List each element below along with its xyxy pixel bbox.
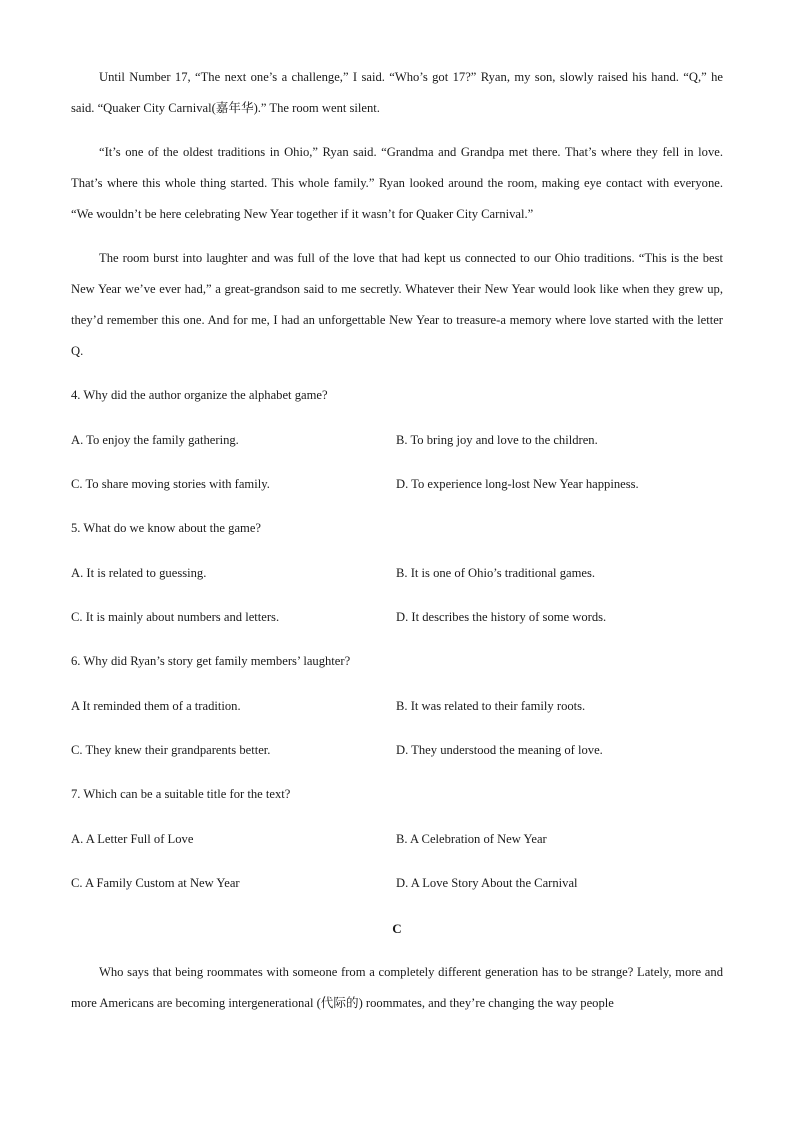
option-c: C. It is mainly about numbers and letters. (71, 610, 280, 624)
option-row (71, 602, 723, 633)
document-page (71, 62, 723, 1019)
question-6 (71, 646, 723, 766)
question-stem: 5. What do we know about the game? (71, 521, 262, 535)
option-row (71, 691, 723, 722)
option-b: B. It was related to their family roots. (396, 698, 586, 713)
question-4 (71, 380, 723, 500)
passage-paragraph: “It’s one of the oldest traditions in Ohio,” Ryan said. “Grandma and Grandpa met there. That’s where they fell in love. That’s where this whole thing started. This whole family.” Ryan looked around the room, making eye contact with everyone. “We wouldn’t be here celebrating New Year together if it wasn’t for Quaker City Carnival.” (71, 145, 723, 221)
option-d: D. To experience long-lost New Year happiness. (396, 477, 639, 491)
option-row (71, 824, 723, 855)
option-row (71, 868, 723, 899)
question-stem: 4. Why did the author organize the alphabet game? (71, 388, 328, 402)
option-d: D. A Love Story About the Carnival (396, 876, 578, 890)
option-row (71, 469, 723, 500)
option-d: D. It describes the history of some words. (396, 610, 607, 624)
passage-paragraph: Who says that being roommates with someone from a completely different generation has to be strange? Lately, more and more Americans are becoming intergenerational (代际的) roommates, and they’re changing the way people (71, 964, 723, 1010)
option-a: A. A Letter Full of Love (71, 831, 194, 846)
option-a: A It reminded them of a tradition. (71, 698, 241, 713)
option-b: B. It is one of Ohio’s traditional games. (396, 565, 596, 580)
question-stem: 7. Which can be a suitable title for the text? (71, 787, 291, 801)
option-row (71, 735, 723, 766)
option-c: C. To share moving stories with family. (71, 477, 270, 491)
option-b: B. To bring joy and love to the children. (396, 432, 598, 447)
section-heading-c: C (392, 920, 402, 936)
option-row (71, 425, 723, 456)
option-row (71, 558, 723, 589)
passage-paragraph: The room burst into laughter and was full of the love that had kept us connected to our Ohio traditions. “This is the best New Year we’ve ever had,” a great-grandson said to me secretly. Whatever their New Year would look like when they grew up, they’d remember this one. And for me, I had an unforgettable New Year to treasure-a memory where love started with the letter Q. (71, 251, 723, 358)
option-d: D. They understood the meaning of love. (396, 743, 603, 757)
question-7 (71, 779, 723, 899)
option-c: C. A Family Custom at New Year (71, 876, 240, 890)
passage-paragraph: Until Number 17, “The next one’s a challenge,” I said. “Who’s got 17?” Ryan, my son, slowly raised his hand. “Q,” he said. “Quaker City Carnival(嘉年华).” The room went silent. (71, 70, 723, 115)
passage-b (71, 62, 723, 367)
option-a: A. To enjoy the family gathering. (71, 432, 239, 447)
question-stem: 6. Why did Ryan’s story get family members’ laughter? (71, 654, 351, 668)
question-5 (71, 513, 723, 633)
option-a: A. It is related to guessing. (71, 565, 207, 580)
option-c: C. They knew their grandparents better. (71, 743, 271, 757)
option-b: B. A Celebration of New Year (396, 831, 547, 846)
